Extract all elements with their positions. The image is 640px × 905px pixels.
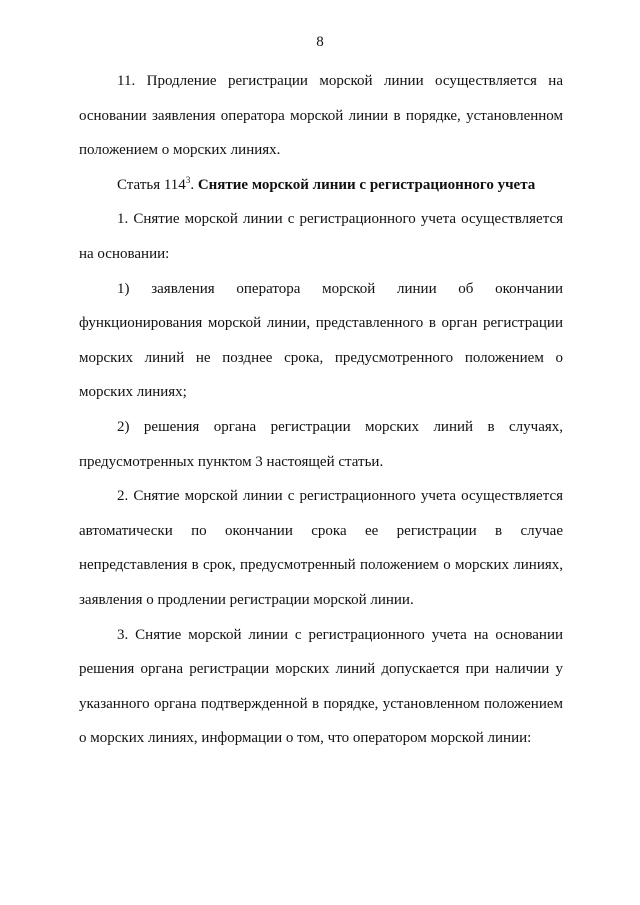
article-separator: . xyxy=(190,176,198,193)
paragraph-11: 11. Продление регистрации морской линии осуществляется на основании заявления оператора морской линии в порядке, установленном положением о морских линиях. xyxy=(79,73,563,159)
paragraph-1: 1. Снятие морской линии с регистрационного учета осуществляется на основании: xyxy=(79,211,563,262)
article-superscript: 3 xyxy=(185,174,191,185)
article-title: Снятие морской линии с регистрационного учета xyxy=(197,176,536,193)
paragraph-3: 3. Снятие морской линии с регистрационного учета на основании решения органа регистрации морских линий допускается при наличии у указанного органа подтвержденной в порядке, установленном положением о морских линиях, информации о том, что оператором морской линии: xyxy=(79,626,563,747)
document-body xyxy=(79,64,563,756)
article-prefix: Статья 114 xyxy=(117,176,186,193)
paragraph-1-2: 2) решения органа регистрации морских линий в случаях, предусмотренных пунктом 3 настоящей статьи. xyxy=(79,418,563,470)
article-heading xyxy=(79,168,563,203)
paragraph-1-1: 1) заявления оператора морской линии об окончании функционирования морской линии, представленного в орган регистрации морских линий не позднее срока, предусмотренного положением о морских линиях; xyxy=(79,280,563,401)
paragraph-2: 2. Снятие морской линии с регистрационного учета осуществляется автоматически по окончании срока ее регистрации в случае непредставления в срок, предусмотренный положением о морских линиях, заявления о продлении регистрации морской линии. xyxy=(79,488,563,608)
page-number: 8 xyxy=(316,34,324,50)
